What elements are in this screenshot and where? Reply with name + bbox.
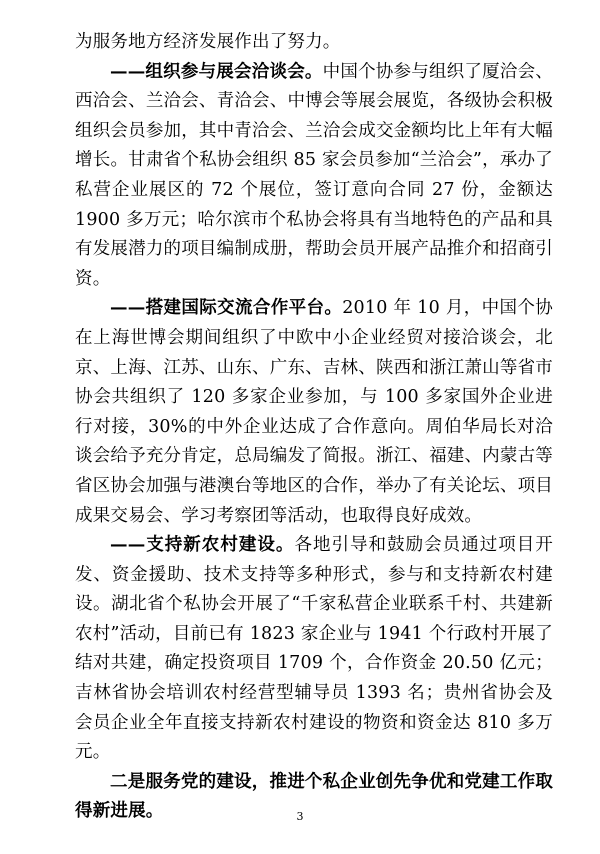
paragraph-exhibitions xyxy=(75,58,553,295)
paragraph-continuation xyxy=(75,28,553,58)
paragraph-text: 各地引导和鼓励会员通过项目开发、资金援助、技术支持等多种形式，参与和支持新农村建设。湖北省个私协会开展了“千家私营企业联系千村、共建新农村”活动，目前已有 1823 家企业与 1941 个行政村开展了结对共建，确定投资项目 1709 个，合作资金 20.50 亿元；吉林省协会培训农村经营型辅导员 1393 名；贵州省协会及会员企业全年直接支持新农村建设的物资和资金达 810 多万元。 xyxy=(75,535,553,763)
paragraph-text: 为服务地方经济发展作出了努力。 xyxy=(75,32,341,52)
section-heading: 二是服务党的建设，推进个私企业创先争优和党建工作取得新进展。 xyxy=(75,771,553,822)
page-number: 3 xyxy=(296,810,304,823)
paragraph-rural xyxy=(75,531,553,768)
paragraph-lead: ——组织参与展会洽谈会。 xyxy=(110,61,323,82)
paragraph-text: 2010 年 10 月，中国个协在上海世博会期间组织了中欧中小企业经贸对接洽谈会，北京、上海、江苏、山东、广东、吉林、陕西和浙江萧山等省市协会共组织了 120 多家企业参加，与 100 多家国外企业进行对接，30%的中外企业达成了合作意向。周伯华局长对洽谈会给予充分肯定，总局编发了简报。浙江、福建、内蒙古等省区协会加强与港澳台等地区的合作，举办了有关论坛、项目成果交易会、学习考察团等活动，也取得良好成效。 xyxy=(75,298,553,526)
document-page xyxy=(75,28,553,827)
paragraph-text: 中国个协参与组织了厦洽会、西洽会、兰洽会、青洽会、中博会等展会展览，各级协会积极组织会员参加，其中青洽会、兰洽会成交金额均比上年有大幅增长。甘肃省个私协会组织 85 家会员参加“兰洽会”，承办了私营企业展区的 72 个展位，签订意向合同 27 份，金额达 1900 多万元；哈尔滨市个私协会将具有当地特色的产品和具有发展潜力的项目编制成册，帮助会员开展产品推介和招商引资。 xyxy=(75,61,553,289)
paragraph-lead: ——搭建国际交流合作平台。 xyxy=(110,298,343,319)
paragraph-lead: ——支持新农村建设。 xyxy=(110,535,295,556)
paragraph-international xyxy=(75,294,553,531)
